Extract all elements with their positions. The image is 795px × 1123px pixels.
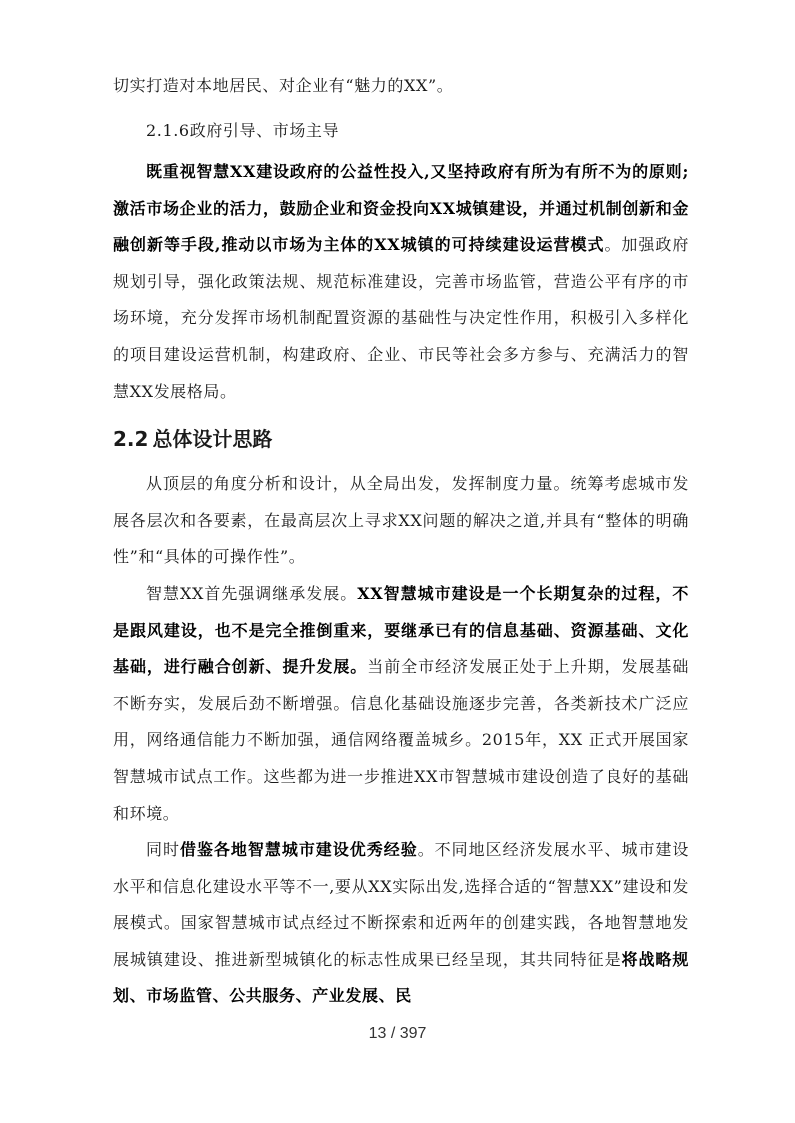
subsection-number: 2.1.6 [146,121,190,140]
paragraph-top-level-design: 从顶层的角度分析和设计，从全局出发，发挥制度力量。统筹考虑城市发展各层次和各要素，在最高层次上寻求XX问题的解决之道,并具有“整体的明确性”和“具体的可操作性”。 [113,474,689,567]
subsection-heading [146,116,339,146]
body-text: 同时 [146,840,180,859]
bold-text: XX智慧城市建设是一个长期复杂的过程，不是跟风建设，也不是完全推倒重来，要继承已有的信息基础、资源基础、文化基础，进行融合创新、提升发展。 [113,584,689,677]
paragraph-learn-experience [113,832,689,1015]
bold-text: 借鉴各地智慧城市建设优秀经验 [179,840,418,859]
subsection-title: 政府引导、市场主导 [189,121,340,140]
section-heading [113,424,272,454]
paragraph-intro: 切实打造对本地居民、对企业有“魅力的XX”。 [113,76,454,95]
body-text: 当前全市经济发展正处于上升期，发展基础不断夯实，发展后劲不断增强。信息化基础设施逐步完善，各类新技术广泛应用，网络通信能力不断加强，通信网络覆盖城乡。2015年，XX 正式开展国家智慧城市试点工作。这些都为进一步推进XX市智慧城市建设创造了良好的基础和环境。 [113,657,689,823]
section-number: 2.2 [113,427,149,451]
bold-text: 既重视智慧XX建设政府的公益性投入,又坚持政府有所为有所不为的原则;激活市场企业的活力，鼓励企业和资金投向XX城镇建设，并通过机制创新和金融创新等手段,推动以市场为主体的XX城镇的可持续建设运营模式 [113,162,689,255]
section-title: 总体设计思路 [152,427,273,451]
bold-text: 将战略规划、市场监管、公共服务、产业发展、民 [113,949,689,1006]
paragraph-government-guidance [113,154,689,410]
body-text: 。加强政府规划引导，强化政策法规、规范标准建设，完善市场监管，营造公平有序的市场环境，充分发挥市场机制配置资源的基础性与决定性作用，积极引入多样化的项目建设运营机制，构建政府、企业、市民等社会多方参与、充满活力的智慧XX发展格局。 [113,235,689,401]
body-text: 智慧XX首先强调继承发展。 [146,584,358,603]
body-text: 。不同地区经济发展水平、城市建设水平和信息化建设水平等不一,要从XX实际出发,选择合适的“智慧XX”建设和发展模式。国家智慧城市试点经过不断探索和近两年的创建实践，各地智慧地发展城镇建设、推进新型城镇化的标志性成果已经呈现，其共同特征是 [113,840,690,969]
page-number: 13 / 397 [368,1025,427,1042]
paragraph-inherit-development [113,576,689,832]
